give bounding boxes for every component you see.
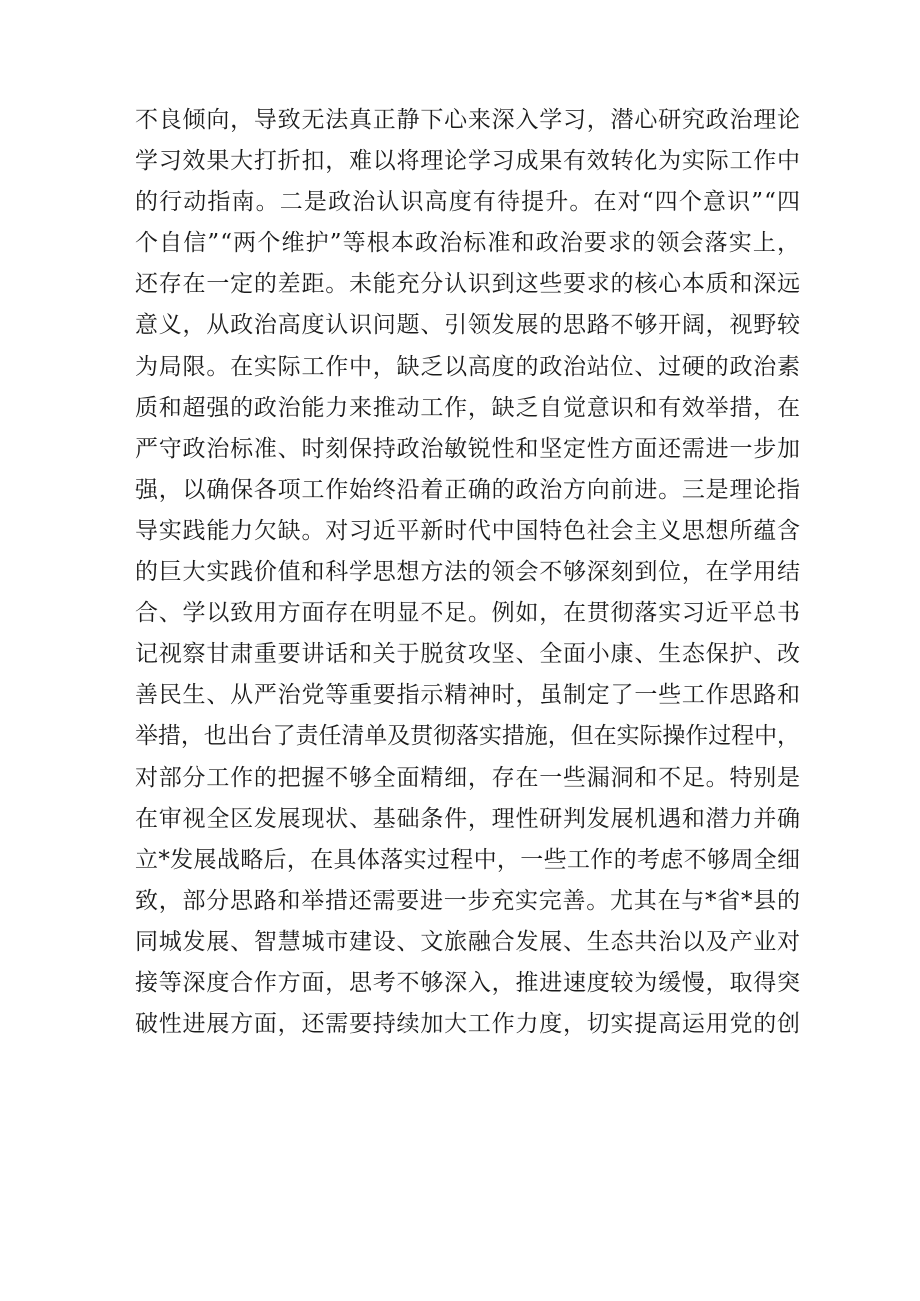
text-line: 在审视全区发展现状、基础条件，理性研判发展机遇和潜力并确	[135, 805, 801, 832]
text-line: 不良倾向，导致无法真正静下心来深入学习，潜心研究政治理论	[135, 107, 801, 133]
text-line: 个自信”“两个维护”等根本政治标准和政治要求的领会落实上，	[135, 230, 802, 257]
text-line: 为局限。在实际工作中，缺乏以高度的政治站位、过硬的政治素	[135, 353, 801, 380]
text-line: 严守政治标准、时刻保持政治敏锐性和坚定性方面还需进一步加	[135, 435, 801, 462]
text-line: 破性进展方面，还需要持续加大工作力度，切实提高运用党的创	[135, 1011, 801, 1038]
text-line: 立*发展战略后，在具体落实过程中，一些工作的考虑不够周全细	[135, 846, 801, 873]
text-line: 举措，也出台了责任清单及贯彻落实措施，但在实际操作过程中，	[135, 723, 800, 750]
text-line: 记视察甘肃重要讲话和关于脱贫攻坚、全面小康、生态保护、改	[135, 641, 801, 668]
text-line: 致，部分思路和举措还需要进一步充实完善。尤其在与*省*县的	[135, 887, 801, 914]
text-line: 善民生、从严治党等重要指示精神时，虽制定了一些工作思路和	[135, 682, 801, 709]
text-line: 对部分工作的把握不够全面精细，存在一些漏洞和不足。特别是	[135, 764, 801, 791]
text-line: 强，以确保各项工作始终沿着正确的政治方向前进。三是理论指	[135, 476, 801, 503]
text-line: 合、学以致用方面存在明显不足。例如，在贯彻落实习近平总书	[135, 600, 801, 627]
text-line: 的巨大实践价值和科学思想方法的领会不够深刻到位，在学用结	[135, 559, 801, 586]
text-line: 还存在一定的差距。未能充分认识到这些要求的核心本质和深远	[135, 271, 801, 298]
text-line: 同城发展、智慧城市建设、文旅融合发展、生态共治以及产业对	[135, 928, 801, 955]
text-line: 接等深度合作方面，思考不够深入，推进速度较为缓慢，取得突	[135, 969, 801, 996]
text-line: 学习效果大打折扣，难以将理论学习成果有效转化为实际工作中	[135, 148, 801, 175]
text-line: 质和超强的政治能力来推动工作，缺乏自觉意识和有效举措，在	[135, 394, 801, 421]
text-line: 导实践能力欠缺。对习近平新时代中国特色社会主义思想所蕴含	[135, 517, 801, 544]
text-line: 意义，从政治高度认识问题、引领发展的思路不够开阔，视野较	[135, 312, 801, 339]
body-text	[135, 100, 800, 1045]
text-line: 的行动指南。二是政治认识高度有待提升。在对“四个意识”“四	[135, 189, 802, 216]
